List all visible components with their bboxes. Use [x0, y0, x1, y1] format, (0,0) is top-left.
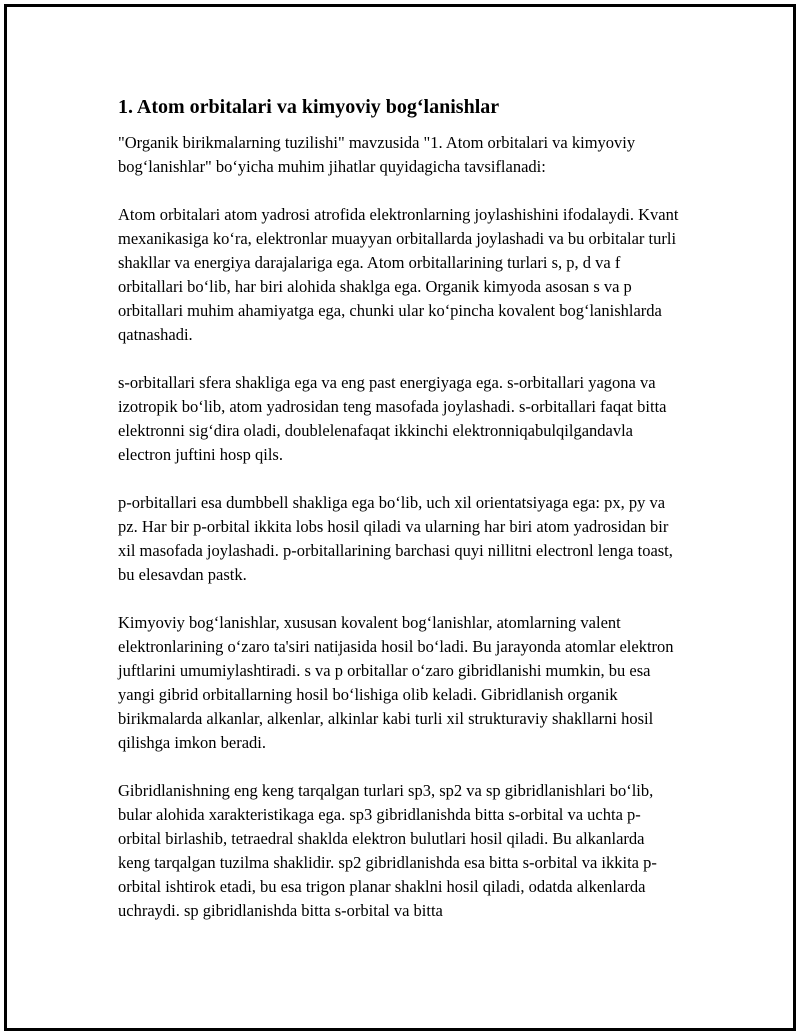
chemical-bonds-paragraph: Kimyoviy bog‘lanishlar, xususan kovalent bog‘lanishlar, atomlarning valent elektronlarining o‘zaro ta'siri natijasida hosil bo‘ladi. Bu jarayonda atomlar elektron juftlarini umumiylashtiradi. s va p orbitallar o‘zaro gibridlanishi mumkin, bu esa yangi gibrid orbitallarning hosil bo‘lishiga olib keladi. Gibridlanish organik birikmalarda alkanlar, alkenlar, alkinlar kabi turli xil strukturaviy shakllarni hosil qilishga imkon beradi.: [118, 613, 674, 752]
section-title: 1. Atom orbitalari va kimyoviy bog‘lanishlar: [118, 96, 500, 118]
hybridization-paragraph: Gibridlanishning eng keng tarqalgan turlari sp3, sp2 va sp gibridlanishlari bo‘lib, bular alohida xarakteristikaga ega. sp3 gibridlanishda bitta s-orbital va uchta p-orbital birlashib, tetraedral shaklda elektron bulutlari hosil qiladi. Bu alkanlarda keng tarqalgan tuzilma shaklidir. sp2 gibridlanishda esa bitta s-orbital va ikkita p-orbital ishtirok etadi, bu esa trigon planar shaklni hosil qiladi, odatda alkenlarda uchraydi. sp gibridlanishda bitta s-orbital va bitta: [118, 781, 657, 920]
s-orbitals-paragraph: s-orbitallari sfera shakliga ega va eng past energiyaga ega. s-orbitallari yagona va izotropik bo‘lib, atom yadrosidan teng masofada joylashadi. s-orbitallari faqat bitta elektronni sig‘dira oladi, doublelenafaqat ikkinchi elektronniqabulqilgandavla electron juftini hosp qils.: [118, 373, 667, 464]
p-orbitals-paragraph: p-orbitallari esa dumbbell shakliga ega bo‘lib, uch xil orientatsiyaga ega: px, py va pz. Har bir p-orbital ikkita lobs hosil qiladi va ularning har biri atom yadrosidan bir xil masofada joylashadi. p-orbitallarining barchasi quyi nillitni electronl lenga toast, bu elesavdan pastk.: [118, 493, 673, 584]
atom-orbitals-paragraph: Atom orbitalari atom yadrosi atrofida elektronlarning joylashishini ifodalaydi. Kvant mexanikasiga ko‘ra, elektronlar muayyan orbitallarda joylashadi va bu orbitalar turli shakllar va energiya darajalariga ega. Atom orbitallarining turlari s, p, d va f orbitallari bo‘lib, har biri alohida shaklga ega. Organik kimyoda asosan s va p orbitallari muhim ahamiyatga ega, chunki ular ko‘pincha kovalent bog‘lanishlarda qatnashadi.: [118, 205, 679, 344]
document-body: [118, 94, 680, 947]
intro-paragraph: "Organik birikmalarning tuzilishi" mavzusida "1. Atom orbitalari va kimyoviy bog‘lanishlar" bo‘yicha muhim jihatlar quyidagicha tavsiflanadi:: [118, 133, 636, 176]
